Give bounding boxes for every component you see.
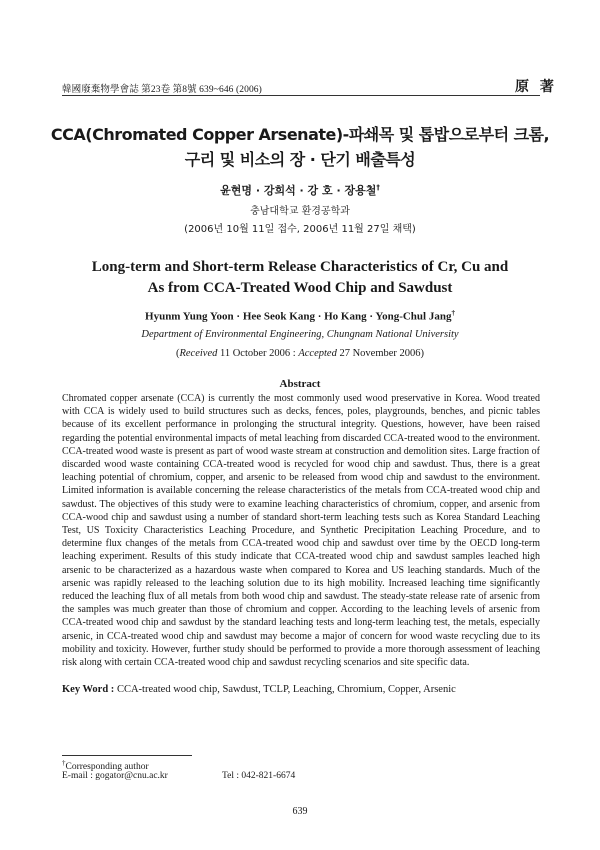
keywords <box>62 684 540 695</box>
journal-citation: 韓國廢棄物學會誌 第23卷 第8號 639~646 (2006) <box>62 85 262 95</box>
footnote-email: E-mail : gogator@cnu.ac.kr <box>62 771 168 781</box>
footnote-corresponding-text: Corresponding author <box>65 762 149 773</box>
accepted-label: Accepted <box>298 348 337 359</box>
english-affiliation: Department of Environmental Engineering, Chungnam National University <box>141 329 459 340</box>
english-dates: (Received 11 October 2006 : Accepted 27 November 2006) <box>175 348 425 359</box>
korean-dates: (2006년 10월 11일 접수, 2006년 11월 27일 채택) <box>184 224 416 235</box>
korean-authors <box>40 182 560 198</box>
english-title-line2: As from CCA-Treated Wood Chip and Sawdust <box>147 280 453 296</box>
korean-title-line2: 구리 및 비소의 장 · 단기 배출특성 <box>184 150 416 169</box>
header-rule <box>62 95 540 96</box>
english-title-line1: Long-term and Short-term Release Characteristics of Cr, Cu and <box>91 259 509 275</box>
korean-affiliation: 충남대학교 환경공학과 <box>250 206 350 217</box>
korean-title <box>40 122 560 172</box>
received-date: 11 October 2006 : <box>217 348 299 359</box>
footnote-mark: † <box>62 759 66 767</box>
korean-authors-names: 윤현명 · 강희석 · 강 호 · 장용철 <box>220 184 377 197</box>
keywords-text: CCA-treated wood chip, Sawdust, TCLP, Leaching, Chromium, Copper, Arsenic <box>116 684 456 695</box>
keywords-label: Key Word : <box>62 684 117 695</box>
korean-title-line1: CCA(Chromated Copper Arsenate)-파쇄목 및 톱밥으로부터 크롬, <box>50 125 550 144</box>
page-number: 639 <box>292 806 308 817</box>
abstract-text: Chromated copper arsenate (CCA) is currently the most commonly used wood preservative in Korea. Wood treated with CCA is widely used to build structures such as decks, fences, poles, playgrounds, benches, and picnic tables because of its excellent performance in prolonging the structural integrity. Questions, however, have been raised regarding the potential environmental impacts of metal leaching from discarded CCA-treated wood to the environment. CCA-treated wood waste is present as part of wood waste stream at construction and demolition sites. Large fraction of discarded wood waste containing CCA-treated wood is recycled for wood chip and sawdust. Thus, there is a great leaching potential of chromium, copper, and arsenic to be released from wood chip and sawdust to the environment. Limited information is available concerning the release characteristics of the metals from CCA-treated wood chip and sawdust. The objectives of this study were to examine leaching characteristics of chromium, copper, and arsenic from CCA-wood chip and sawdust using a number of standard short-term leaching tests such as Korea Standard Leaching Test, US Toxicity Characteristics Leaching Procedure, and Synthetic Precipitation Leaching Procedure, and to determine flux changes of the metals from CCA-treated wood chip and sawdust over time by the OECD long-term leaching experiment. Results of this study indicate that CCA-treated wood chip and sawdust samples leached high arsenic to be characterized as a hazardous waste when compared to Korea and US leaching standards. Much of the arsenic was rapidly released to the leaching solution due to its high mobility. Increased leaching time significantly reduced the leaching flux of all metals from both wood chip and sawdust. The steady-state release rate of arsenic from the samples was much greater than those of chromium and copper. According to the leaching levels of arsenic from CCA-treated wood chip and sawdust by the standard leaching tests and long-term leaching test, the metals, especially arsenic, in CCA-treated wood chip and sawdust may become a major of concern for wood waste recycling due to its mobility and toxicity. However, further study should be performed to provide a more thorough assessment of leaching risk along with certain CCA-treated wood chip and sawdust recycling scenarios and site specific data. <box>62 393 540 669</box>
corresponding-mark-en: † <box>451 309 455 317</box>
received-label: Received <box>179 348 218 359</box>
corresponding-mark: † <box>376 183 380 192</box>
english-title <box>40 257 560 299</box>
accepted-date: 27 November 2006 <box>336 348 421 359</box>
footnote-rule <box>62 755 192 756</box>
english-authors-names: Hyunm Yung Yoon · Hee Seok Kang · Ho Kang · Yong-Chul Jang <box>145 310 452 323</box>
footnote-tel: Tel : 042-821-6674 <box>222 771 296 781</box>
abstract-heading: Abstract <box>279 378 321 390</box>
english-authors <box>40 309 560 323</box>
article-type-label: 原 著 <box>515 79 557 95</box>
